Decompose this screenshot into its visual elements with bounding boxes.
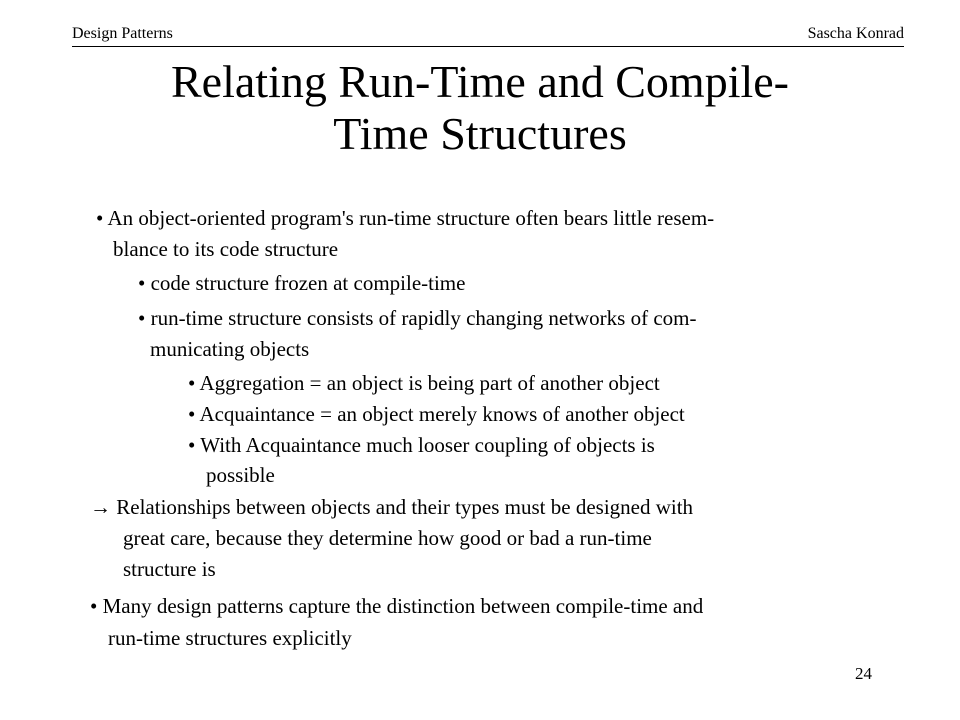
header-author: Sascha Konrad (807, 25, 904, 42)
bullet-level3-line: • Aggregation = an object is being part of another object (188, 371, 660, 395)
bullet-level1-line: • An object-oriented program's run-time structure often bears little resem- (96, 206, 715, 230)
header-course-title: Design Patterns (72, 25, 173, 42)
bullet-level2-line: • code structure frozen at compile-time (138, 271, 466, 295)
bullet-level1-line: • Many design patterns capture the distinction between compile-time and (90, 594, 704, 618)
bullet-level1-continuation: run-time structures explicitly (108, 626, 352, 650)
bullet-level2-continuation: municating objects (150, 337, 310, 361)
bullet-level3-line: • With Acquaintance much looser coupling of objects is (188, 433, 655, 457)
arrow-conclusion-line: → Relationships between objects and their types must be designed with (90, 495, 694, 519)
page-number: 24 (855, 664, 872, 683)
arrow-conclusion-continuation: structure is (123, 557, 216, 581)
bullet-level1-continuation: blance to its code structure (113, 237, 339, 261)
bullet-level3-line: • Acquaintance = an object merely knows of another object (188, 402, 685, 426)
slide-title-line-2: Time Structures (333, 108, 627, 159)
slide-header (72, 22, 904, 47)
bullet-level2-line: • run-time structure consists of rapidly changing networks of com- (138, 306, 697, 330)
arrow-conclusion-continuation: great care, because they determine how good or bad a run-time (123, 526, 652, 550)
bullet-level3-continuation: possible (206, 463, 275, 487)
slide-title-line-1: Relating Run-Time and Compile- (171, 56, 789, 107)
slide-title (40, 56, 920, 160)
